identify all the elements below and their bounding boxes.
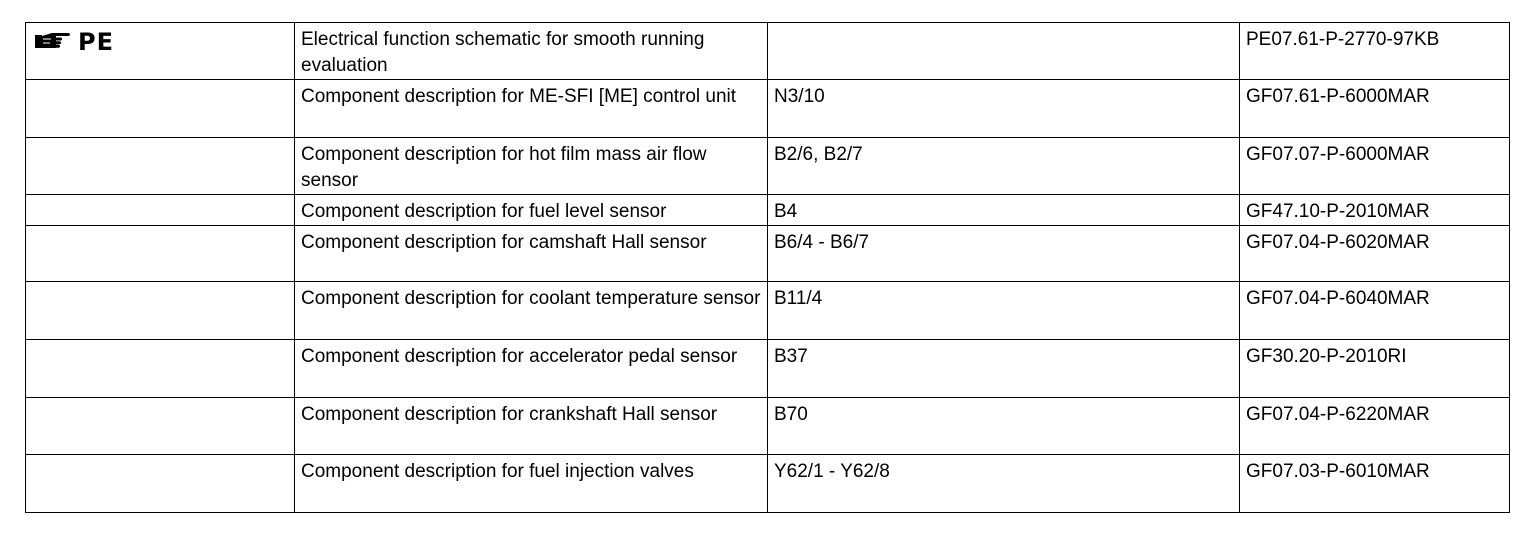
description-cell: Component description for fuel injection valves (295, 455, 768, 513)
section-cell (26, 340, 295, 398)
document-number-cell: GF07.04-P-6020MAR (1240, 226, 1510, 282)
section-cell (26, 398, 295, 455)
section-cell (26, 195, 295, 226)
description-cell: Component description for coolant temperature sensor (295, 282, 768, 340)
component-cell: B6/4 - B6/7 (768, 226, 1240, 282)
description-cell: Electrical function schematic for smooth running evaluation (295, 23, 768, 80)
section-cell (26, 23, 295, 80)
component-cell: Y62/1 - Y62/8 (768, 455, 1240, 513)
section-cell (26, 80, 295, 138)
document-number-cell: GF07.04-P-6040MAR (1240, 282, 1510, 340)
document-number-cell: GF07.04-P-6220MAR (1240, 398, 1510, 455)
table-row (26, 80, 1510, 138)
table-row (26, 455, 1510, 513)
description-cell: Component description for ME-SFI [ME] control unit (295, 80, 768, 138)
table-row (26, 138, 1510, 195)
section-cell (26, 226, 295, 282)
component-cell (768, 23, 1240, 80)
section-cell (26, 138, 295, 195)
table-row (26, 226, 1510, 282)
description-cell: Component description for hot film mass air flow sensor (295, 138, 768, 195)
document-number-cell: GF30.20-P-2010RI (1240, 340, 1510, 398)
component-cell: B2/6, B2/7 (768, 138, 1240, 195)
component-cell: B11/4 (768, 282, 1240, 340)
component-cell: B70 (768, 398, 1240, 455)
section-label: PE (78, 28, 114, 56)
document-number-cell: PE07.61-P-2770-97KB (1240, 23, 1510, 80)
table-row (26, 23, 1510, 80)
table-row (26, 340, 1510, 398)
section-cell (26, 282, 295, 340)
section-cell (26, 455, 295, 513)
table-row (26, 282, 1510, 340)
component-cell: B37 (768, 340, 1240, 398)
document-number-cell: GF07.07-P-6000MAR (1240, 138, 1510, 195)
reference-table (25, 22, 1510, 513)
description-cell: Component description for camshaft Hall sensor (295, 226, 768, 282)
description-cell: Component description for fuel level sensor (295, 195, 768, 226)
document-number-cell: GF07.03-P-6010MAR (1240, 455, 1510, 513)
description-cell: Component description for crankshaft Hall sensor (295, 398, 768, 455)
table-row (26, 195, 1510, 226)
component-cell: B4 (768, 195, 1240, 226)
document-number-cell: GF47.10-P-2010MAR (1240, 195, 1510, 226)
pointing-hand-icon (34, 29, 72, 55)
table-row (26, 398, 1510, 455)
document-number-cell: GF07.61-P-6000MAR (1240, 80, 1510, 138)
component-cell: N3/10 (768, 80, 1240, 138)
description-cell: Component description for accelerator pedal sensor (295, 340, 768, 398)
